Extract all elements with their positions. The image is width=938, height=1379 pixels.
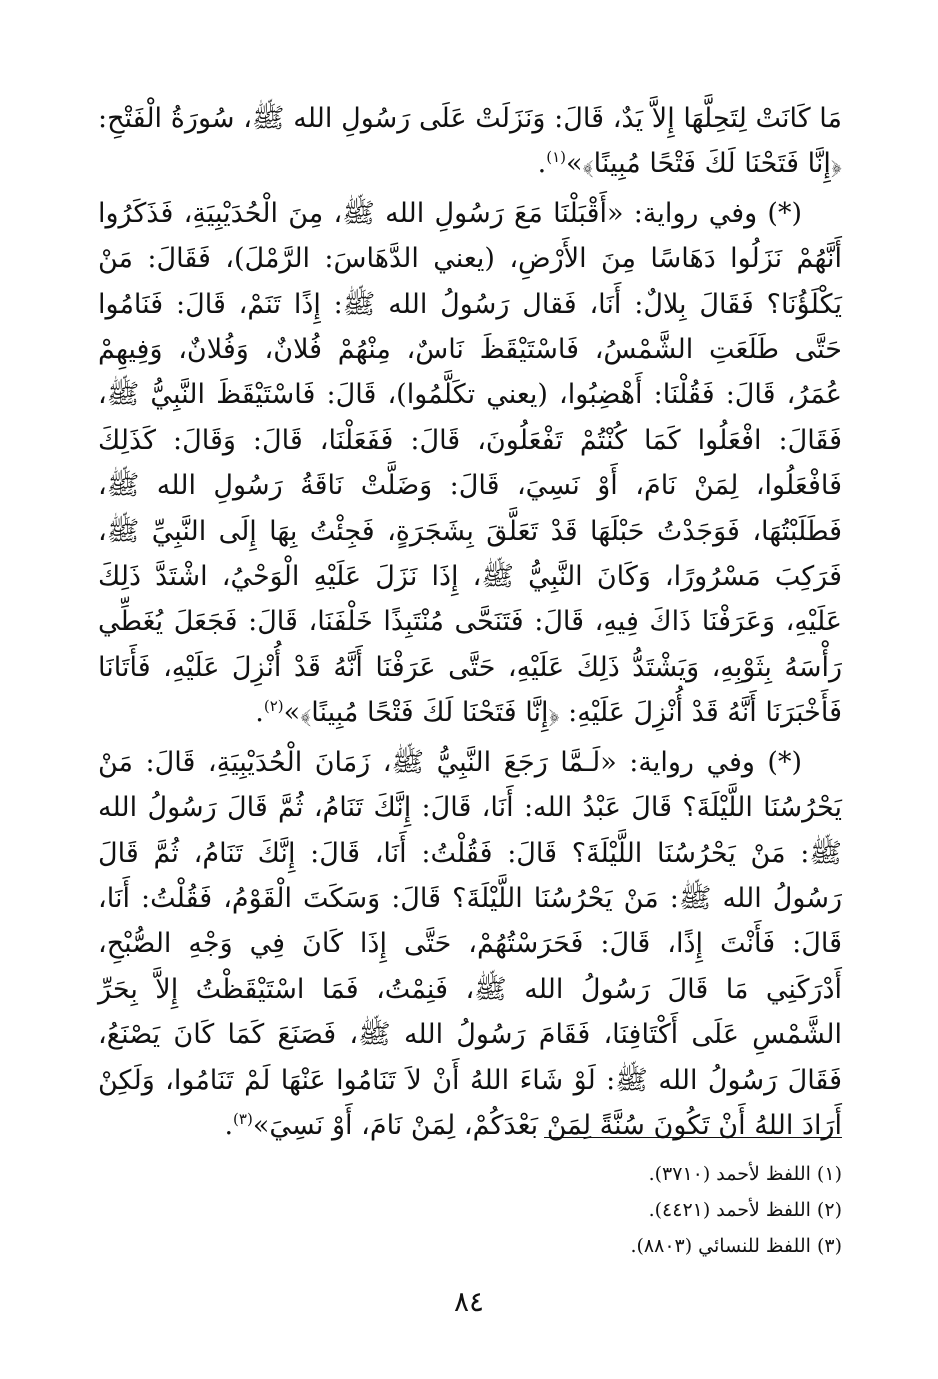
paragraph-3-end: . bbox=[224, 1109, 234, 1141]
paragraph-3-text: (*) وفي رواية: «لَـمَّا رَجَعَ النَّبِيُّ ﷺ، زَمَانَ الْحُدَيْبِيَةِ، قَالَ: مَنْ يَحْرُسُنَا اللَّيْلَةَ؟ قَالَ عَبْدُ الله: أَنَا، قَالَ: إِنَّكَ تَنَامُ، ثُمَّ قَالَ رَسُولُ الله ﷺ: مَنْ يَحْرُسُنَا اللَّيْلَةَ؟ قَالَ: فَقُلْتُ: أَنَا، قَالَ: إِنَّكَ تَنَامُ، ثُمَّ قَالَ رَسُولُ الله ﷺ: مَنْ يَحْرُسُنَا اللَّيْلَةَ؟ قَالَ: وَسَكَتَ الْقَوْمُ، فَقُلْتُ: أَنَا، قَالَ: فَأَنْتَ إِذًا، قَالَ: فَحَرَسْتُهُمْ، حَتَّى إِذَا كَانَ فِي وَجْهِ الصُّبْحِ، أَدْرَكَنِي مَا قَالَ رَسُولُ الله ﷺ، فَنِمْتُ، فَمَا اسْتَيْقَظْتُ إِلاَّ بِحَرِّ الشَّمْسِ عَلَى أَكْتَافِنَا، فَقَامَ رَسُولُ الله ﷺ، فَصَنَعَ كَمَا كَانَ يَصْنَعُ، فَقَالَ رَسُولُ الله ﷺ: لَوْ شَاءَ اللهُ أَنْ لاَ تَنَامُوا عَنْهَا لَمْ تَنَامُوا، وَلَكِنْ أَرَادَ اللهُ أَنْ تَكُونَ سُنَّةً لِمَنْ بَعْدَكُمْ، لِمَنْ نَامَ، أَوْ نَسِيَ» bbox=[98, 746, 842, 1141]
footnote-2: (٢) اللفظ لأحمد (٤٤٢١). bbox=[648, 1199, 842, 1221]
page-number: ٨٤ bbox=[453, 1285, 485, 1318]
footnote-separator bbox=[544, 1137, 842, 1138]
paragraph-2 bbox=[98, 191, 842, 736]
paragraph-3 bbox=[98, 740, 842, 1149]
footnote-1: (١) اللفظ لأحمد (٣٧١٠). bbox=[648, 1163, 842, 1185]
paragraph-1-end: . bbox=[537, 148, 547, 180]
paragraph-2-text: (*) وفي رواية: «أَقْبَلْنَا مَعَ رَسُولِ الله ﷺ، مِنَ الْحُدَيْبِيَةِ، فَذَكَرُوا أَنَّهُمْ نَزَلُوا دَهَاسًا مِنَ الأَرْضِ، (يعني الدَّهَاسَ: الرَّمْلَ)، فَقَالَ: مَنْ يَكْلَؤُنَا؟ فَقَالَ بِلالٌ: أَنَا، فَقال رَسُولُ الله ﷺ: إِذًا تَنَمْ، قَالَ: فَنَامُوا حَتَّى طَلَعَتِ الشَّمْسُ، فَاسْتَيْقَظَ نَاسٌ، مِنْهُمْ فُلانٌ، وَفُلانٌ، وَفِيهِمْ عُمَرُ، قَالَ: فَقُلْنَا: أَهْضِبُوا، (يعني تكَلَّمُوا)، قَالَ: فَاسْتَيْقَظَ النَّبِيُّ ﷺ، فَقَالَ: افْعَلُوا كَمَا كُنْتُمْ تَفْعَلُونَ، قَالَ: فَفَعَلْنَا، قَالَ: وَقَالَ: كَذَلِكَ فَافْعَلُوا، لِمَنْ نَامَ، أَوْ نَسِيَ، قَالَ: وَضَلَّتْ نَاقَةُ رَسُولِ الله ﷺ، فَطَلَبْتُهَا، فَوَجَدْتُ حَبْلَهَا قَدْ تَعَلَّقَ بِشَجَرَةٍ، فَجِئْتُ بِهَا إِلَى النَّبِيِّ ﷺ، فَرَكِبَ مَسْرُورًا، وَكَانَ النَّبِيُّ ﷺ، إِذَا نَزَلَ عَلَيْهِ الْوَحْيُ، اشْتَدَّ ذَلِكَ عَلَيْهِ، وَعَرَفْنَا ذَاكَ فِيهِ، قَالَ: فَتَنَحَّى مُنْتَبِذًا خَلْفَنَا، قَالَ: فَجَعَلَ يُغَطِّي رَأْسَهُ بِثَوْبِهِ، وَيَشْتَدُّ ذَلِكَ عَلَيْهِ، حَتَّى عَرَفْنَا أَنَّهُ قَدْ أُنْزِلَ عَلَيْهِ، فَأَتَانَا فَأَخْبَرَنَا أَنَّهُ قَدْ أُنْزِلَ عَلَيْهِ: ﴿إِنَّا فَتَحْنَا لَكَ فَتْحًا مُبِينًا﴾» bbox=[98, 197, 843, 729]
footnote-3: (٣) اللفظ للنسائي (٨٨٠٣). bbox=[630, 1235, 842, 1257]
paragraph-1-text: مَا كَانَتْ لِتَحِلَّهَا إِلاَّ يَدٌ، قَالَ: وَنَزَلَتْ عَلَى رَسُولِ الله ﷺ، سُورَةُ الْفَتْحِ: ﴿إِنَّا فَتَحْنَا لَكَ فَتْحًا مُبِينًا﴾» bbox=[98, 103, 842, 180]
main-text bbox=[98, 96, 842, 1148]
footnotes bbox=[242, 1156, 842, 1264]
footnote-marker-3: (٣) bbox=[233, 1109, 253, 1128]
footnote-marker-1: (١) bbox=[546, 148, 567, 167]
paragraph-1 bbox=[98, 96, 842, 187]
footnote-marker-2: (٢) bbox=[263, 697, 284, 716]
paragraph-2-end: . bbox=[255, 697, 264, 729]
